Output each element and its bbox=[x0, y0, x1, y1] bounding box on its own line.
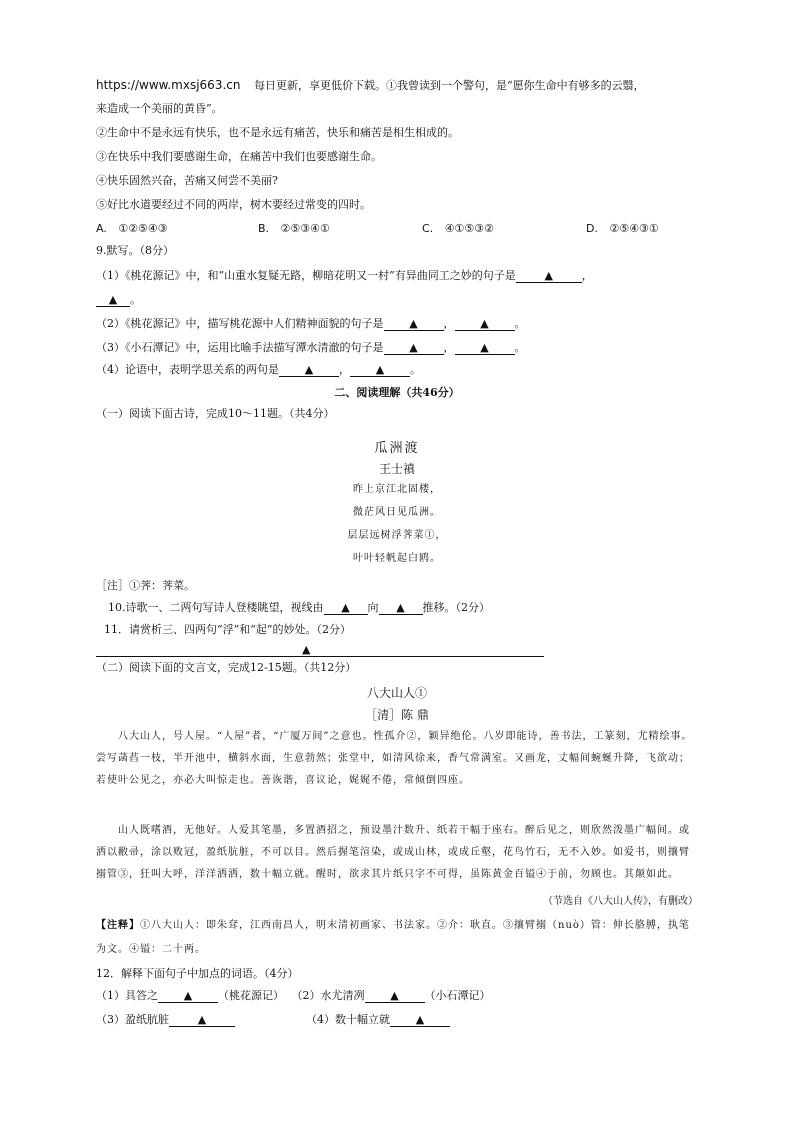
promo-text: 每日更新，享更低价下载。 bbox=[253, 79, 386, 92]
section-2-heading: 二、阅读理解（共46分） bbox=[334, 386, 460, 399]
choice-letter: C. bbox=[422, 222, 434, 235]
q10-text-b: 向 bbox=[367, 601, 379, 614]
q12-item-2-source: （小石潭记） bbox=[424, 989, 491, 1002]
notes-label: 【注释】 bbox=[96, 920, 140, 931]
source-url: https://www.mxsj663.cn bbox=[96, 78, 241, 92]
separator: ， bbox=[443, 317, 455, 330]
q9-blank-7[interactable]: ▲ bbox=[279, 363, 339, 377]
poem-line-3: 层层远树浮荠菜①， bbox=[347, 530, 447, 541]
q11-answer-line[interactable] bbox=[96, 656, 544, 657]
sentence-2: ②生命中不是永远有快乐，也不是永远有痛苦，快乐和痛苦是相生相成的。 bbox=[96, 126, 459, 139]
q12-item-3: （3）盈纸肮脏 bbox=[96, 1013, 169, 1026]
q9-part3 bbox=[96, 340, 526, 356]
q9-part3-text: （3）《小石潭记》中，运用比喻手法描写潭水清澈的句子是 bbox=[96, 341, 384, 354]
choice-letter: D. bbox=[586, 222, 598, 235]
q12-blank-2[interactable]: ▲ bbox=[365, 989, 425, 1003]
period: 。 bbox=[410, 363, 421, 376]
intro-line-1 bbox=[96, 77, 645, 94]
period: 。 bbox=[130, 293, 141, 306]
choice-text: ①②⑤④③ bbox=[118, 222, 168, 235]
poem-line-2: 微茫风日见瓜洲。 bbox=[353, 507, 441, 518]
choice-letter: B. bbox=[258, 222, 270, 235]
q9-part4-text: （4）论语中，表明学思关系的两句是 bbox=[96, 363, 279, 376]
part2-heading: （二）阅读下面的文言文，完成12-15题。（共12分） bbox=[96, 661, 357, 674]
q12-blank-4[interactable]: ▲ bbox=[390, 1013, 450, 1027]
passage-source: （节选自《八大山人传》，有删改） bbox=[543, 896, 698, 907]
q9-blank-8[interactable]: ▲ bbox=[350, 363, 410, 377]
q12-row-2 bbox=[96, 1012, 235, 1028]
part1-heading: （一）阅读下面古诗，完成10～11题。（共4分） bbox=[96, 407, 335, 420]
notes-text: ①八大山人：即朱耷，江西南昌人，明末清初画家、书法家。②介：耿直。③攘臂搦（nuò）管：伸长胳膊，执笔为文。④镒：二十两。 bbox=[96, 920, 690, 955]
poem-note: ［注］①荠：荠菜。 bbox=[96, 579, 195, 592]
poem-line-1: 昨上京江北固楼， bbox=[353, 484, 441, 495]
passage-paragraph-2: 山人既嗜酒，无他好。人爱其笔墨，多置酒招之，预设墨汁数升、纸若干幅于座右。醉后见之，则欣然泼墨广幅间。或洒以敝帚，涂以败冠，盈纸肮脏，不可以目。然后握笔渲染，或成山林，或成丘壑，花鸟竹石，无不入妙。如爱书，则攘臂搦管③，狂叫大呼，洋洋洒洒，数十幅立就。醒时，欲求其片纸只字不可得，虽陈黄金百镒④于前，勿顾也。其颠如此。 bbox=[96, 825, 690, 880]
separator: ， bbox=[443, 341, 455, 354]
q12-item-1-source: （桃花源记） bbox=[218, 989, 284, 1002]
poem-title: 瓜洲渡 bbox=[374, 441, 420, 456]
choice-b bbox=[258, 221, 330, 237]
choice-c bbox=[422, 221, 494, 237]
choice-a bbox=[96, 221, 168, 237]
q10-blank-2[interactable]: ▲ bbox=[379, 601, 423, 615]
q9-part1-text: （1）《桃花源记》中，和“山重水复疑无路，柳暗花明又一村”有异曲同工之妙的句子是 bbox=[96, 269, 516, 282]
q12-item-2: （2）水尤清冽 bbox=[291, 989, 365, 1002]
q9-part1 bbox=[96, 268, 593, 284]
sentence-4: ④快乐固然兴奋，苦痛又何尝不美丽? bbox=[96, 174, 278, 187]
sentence-1a: ①我曾读到一个警句，是“愿你生命中有够多的云翳， bbox=[385, 79, 645, 92]
q12-blank-1[interactable]: ▲ bbox=[158, 989, 218, 1003]
q11: 11．请赏析三、四两句“浮”和“起”的妙处。（2分） bbox=[104, 623, 351, 636]
q12-item-4: （4）数十幅立就 bbox=[306, 1013, 390, 1026]
q9-title: 9.默写。（8分） bbox=[96, 244, 174, 257]
q10-blank-1[interactable]: ▲ bbox=[324, 601, 368, 615]
choice-text: ②⑤④③① bbox=[609, 222, 659, 235]
passage-paragraph-1: 八大山人，号人屋。“人屋”者，“广厦万间”之意也。性孤介②，颖异绝伦。八岁即能诗，善书法，工篆刻，尤精绘事。尝写菡萏一枝，半开池中，横斜水面，生意勃然；张堂中，如清风徐来，香气常满室。又画龙，丈幅间蜿蜒升降，飞欲动；若使叶公见之，亦必大叫惊走也。善诙谐，喜议论，娓娓不倦，常倾倒四座。 bbox=[96, 731, 693, 786]
q12-item-1: （1）具答之 bbox=[96, 989, 158, 1002]
period: 。 bbox=[514, 341, 526, 354]
q9-part2 bbox=[96, 316, 526, 332]
q9-part1-cont bbox=[96, 292, 141, 308]
q12-blank-3[interactable]: ▲ bbox=[169, 1013, 235, 1027]
choice-letter: A. bbox=[96, 222, 107, 235]
q12-row-1 bbox=[96, 988, 491, 1004]
q9-blank-6[interactable]: ▲ bbox=[455, 341, 515, 355]
sentence-3: ③在快乐中我们要感谢生命，在痛苦中我们也要感谢生命。 bbox=[96, 150, 382, 163]
q9-blank-2[interactable]: ▲ bbox=[96, 293, 130, 307]
sentence-5: ⑤好比水道要经过不同的两岸，树木要经过常变的四时。 bbox=[96, 198, 371, 211]
q10-text-a: 10.诗歌一、二两句写诗人登楼眺望，视线由 bbox=[108, 601, 324, 614]
passage-author: ［清］陈 鼎 bbox=[365, 708, 429, 722]
q12-title: 12．解释下面句子中加点的词语。（4分） bbox=[96, 967, 299, 980]
poem-line-4: 叶叶轻帆起白鸥。 bbox=[353, 553, 441, 564]
passage-notes bbox=[96, 914, 696, 962]
separator: ， bbox=[581, 269, 593, 282]
q12-row-2b bbox=[306, 1012, 450, 1028]
q9-blank-1[interactable]: ▲ bbox=[516, 269, 582, 283]
q10 bbox=[108, 600, 490, 616]
poem-author: 王士禛 bbox=[378, 462, 415, 476]
q9-blank-4[interactable]: ▲ bbox=[455, 317, 515, 331]
q9-part2-text: （2）《桃花源记》中，描写桃花源中人们精神面貌的句子是 bbox=[96, 317, 384, 330]
choice-text: ④①⑤③② bbox=[444, 222, 494, 235]
choice-d bbox=[586, 221, 659, 237]
q11-answer-mark: ▲ bbox=[302, 643, 311, 656]
sentence-1b: 来造成一个美丽的黄昏”。 bbox=[96, 102, 223, 115]
period: 。 bbox=[514, 317, 526, 330]
choice-text: ②⑤③④① bbox=[280, 222, 330, 235]
q9-blank-3[interactable]: ▲ bbox=[384, 317, 444, 331]
q9-part4 bbox=[96, 362, 421, 378]
passage-title: 八大山人① bbox=[366, 686, 427, 700]
q10-text-c: 推移。（2分） bbox=[422, 601, 490, 614]
q9-blank-5[interactable]: ▲ bbox=[384, 341, 444, 355]
separator: ， bbox=[339, 363, 350, 376]
